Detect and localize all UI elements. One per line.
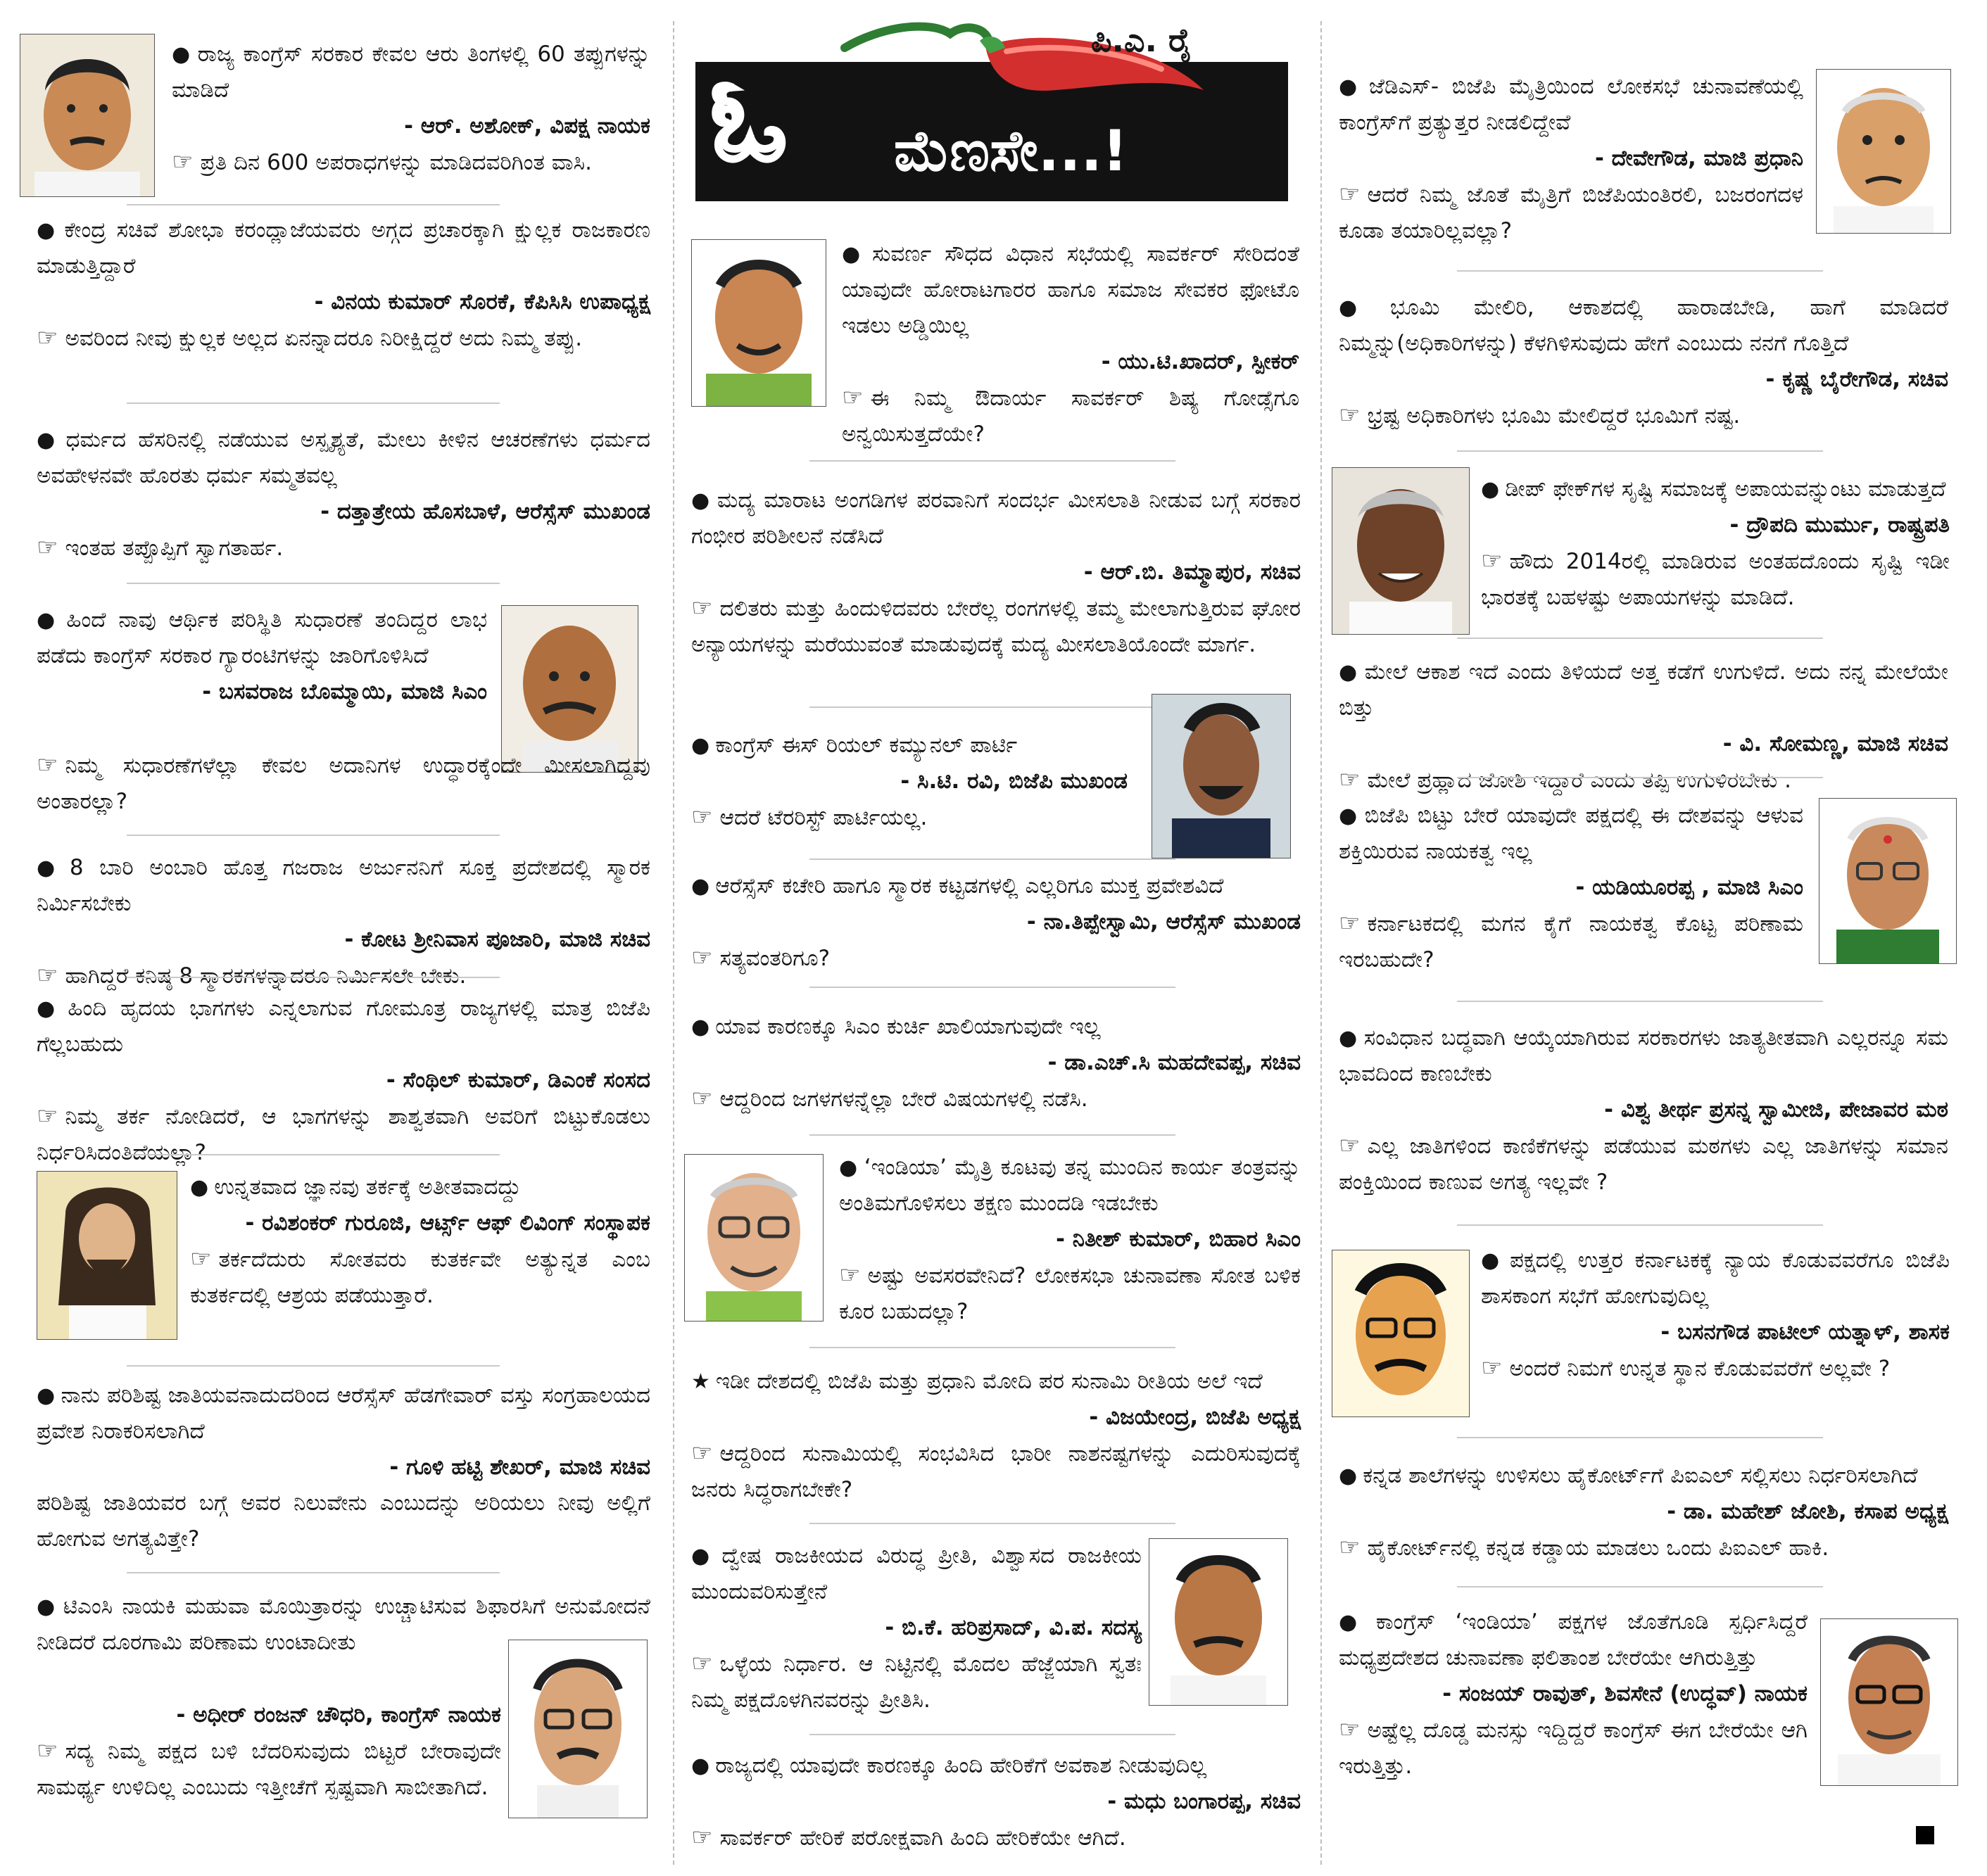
quote-text: ಜೆಡಿಎಸ್- ಬಿಜೆಪಿ ಮೈತ್ರಿಯಿಂದ ಲೋಕಸಭೆ ಚುನಾವಣೆಯಲ್ಲಿ ಕಾಂಗ್ರೆಸ್‌ಗೆ ಪ್ರತ್ಯುತ್ತರ ನೀಡಲಿದ್ದೇವೆ: [1339, 74, 1803, 135]
quote-attribution: - ಬಸನಗೌಡ ಪಾಟೀಲ್ ಯತ್ನಾಳ್, ಶಾಸಕ: [1660, 1319, 1950, 1345]
quote-block: ● ಡೀಪ್ ಫೇಕ್‌ಗಳ ಸೃಷ್ಟಿ ಸಮಾಜಕ್ಕೆ ಅಪಾಯವನ್ನುಂಟು ಮಾಡುತ್ತದೆ - ದ್ರೌಪದಿ ಮುರ್ಮು, ರಾಷ್ಟ್ರಪತಿ ☞ ಹೌದು 2014ರಲ್ಲಿ ಮಾಡಿರುವ ಅಂತಹದೊಂದು ಸೃಷ್ಟಿ ಇಡೀ ಭಾರತಕ್ಕೆ ಬಹಳಷ್ಟು ಅಪಾಯಗಳನ್ನು ಮಾಡಿದೆ.: [1481, 476, 1950, 610]
divider: [127, 835, 500, 836]
quote-block: [37, 747, 650, 820]
quote-text: ರಾಜ್ಯ ಕಾಂಗ್ರೆಸ್ ಸರಕಾರ ಕೇವಲ ಆರು ತಿಂಗಳಲ್ಲಿ 60 ತಪ್ಪುಗಳನ್ನು ಮಾಡಿದೆ: [172, 42, 650, 103]
divider: [809, 858, 1175, 860]
quote-text: ‘ಇಂಡಿಯಾ’ ಮೈತ್ರಿ ಕೂಟವು ತನ್ನ ಮುಂದಿನ ಕಾರ್ಯ ತಂತ್ರವನ್ನು ಅಂತಿಮಗೊಳಿಸಲು ತಕ್ಷಣ ಮುಂದಡಿ ಇಡಬೇಕು: [839, 1155, 1301, 1216]
quote-text: ರಾಜ್ಯದಲ್ಲಿ ಯಾವುದೇ ಕಾರಣಕ್ಕೂ ಹಿಂದಿ ಹೇರಿಕೆಗೆ ಅವಕಾಶ ನೀಡುವುದಿಲ್ಲ: [715, 1753, 1207, 1778]
quote-response: ಸತ್ಯವಂತರಿಗೂ?: [719, 946, 831, 971]
quote-response: ಕರ್ನಾಟಕದಲ್ಲಿ ಮಗನ ಕೈಗೆ ನಾಯಕತ್ವ ಕೊಟ್ಟ ಪರಿಣಾಮ ಇರಬಹುದೇ?: [1339, 911, 1803, 972]
quote-block: ● ಹಿಂದೆ ನಾವು ಆರ್ಥಿಕ ಪರಿಸ್ಥಿತಿ ಸುಧಾರಣೆ ತಂದಿದ್ದರ ಲಾಭ ಪಡೆದು ಕಾಂಗ್ರೆಸ್ ಸರಕಾರ ಗ್ಯಾರಂಟಿಗಳನ್ನು ಜಾರಿಗೊಳಿಸಿದೆ - ಬಸವರಾಜ ಬೊಮ್ಮಾಯಿ, ಮಾಜಿ ಸಿಎಂ: [37, 602, 487, 710]
pointing-hand-icon: ☞: [1339, 766, 1361, 794]
pointing-hand-icon: ☞: [839, 1261, 861, 1289]
pointing-hand-icon: ☞: [37, 751, 58, 779]
divider: [127, 1572, 500, 1573]
quote-text: ಆರೆಸ್ಸೆಸ್ ಕಚೇರಿ ಹಾಗೂ ಸ್ಮಾರಕ ಕಟ್ಟಡಗಳಲ್ಲಿ ಎಲ್ಲರಿಗೂ ಮುಕ್ತ ಪ್ರವೇಶವಿದೆ: [715, 873, 1224, 899]
divider: [809, 1134, 1175, 1136]
quote-block: ● ಕಾಂಗ್ರೆಸ್ ‘ಇಂಡಿಯಾ’ ಪಕ್ಷಗಳ ಜೊತೆಗೂಡಿ ಸ್ಪರ್ಧಿಸಿದ್ದರೆ ಮಧ್ಯಪ್ರದೇಶದ ಚುನಾವಣಾ ಫಲಿತಾಂಶ ಬೇರೆಯೇ ಆಗಿರುತ್ತಿತ್ತು - ಸಂಜಯ್ ರಾವುತ್, ಶಿವಸೇನೆ (ಉದ್ಧವ್) ನಾಯಕ ☞ ಅಷ್ಟೆಲ್ಲ ದೊಡ್ಡ ಮನಸ್ಸು ಇದ್ದಿದ್ದರೆ ಕಾಂಗ್ರೆಸ್ ಈಗ ಬೇರೆಯೇ ಆಗಿ ಇರುತ್ತಿತ್ತು.: [1339, 1609, 1808, 1779]
pointing-hand-icon: ☞: [691, 1439, 713, 1467]
quote-text: ಕಾಂಗ್ರೆಸ್ ಈಸ್ ರಿಯಲ್ ಕಮ್ಯುನಲ್ ಪಾರ್ಟಿ: [715, 733, 1018, 758]
quote-attribution: - ವಿಜಯೇಂದ್ರ, ಬಿಜೆಪಿ ಅಧ್ಯಕ್ಷ: [1089, 1405, 1301, 1430]
columnist-byline: ಪಿ.ಎ. ರೈ: [1091, 21, 1192, 59]
quote-attribution: - ಯಡಿಯೂರಪ್ಪ , ಮಾಜಿ ಸಿಎಂ: [1575, 875, 1803, 900]
masthead-title: ಮೆಣಸೇ...!: [894, 118, 1128, 184]
quote-block: ● ಕಾಂಗ್ರೆಸ್ ಈಸ್ ರಿಯಲ್ ಕಮ್ಯುನಲ್ ಪಾರ್ಟಿ - ಸಿ.ಟಿ. ರವಿ, ಬಿಜೆಪಿ ಮುಖಂಡ ☞ ಆದರೆ ಟೆರರಿಸ್ಟ್ ಪಾರ್ಟಿಯಲ್ಲ.: [691, 733, 1128, 831]
divider: [1457, 1001, 1823, 1002]
pointing-hand-icon: ☞: [190, 1245, 212, 1273]
quote-block: ● ಆರೆಸ್ಸೆಸ್ ಕಚೇರಿ ಹಾಗೂ ಸ್ಮಾರಕ ಕಟ್ಟಡಗಳಲ್ಲಿ ಎಲ್ಲರಿಗೂ ಮುಕ್ತ ಪ್ರವೇಶವಿದೆ - ನಾ.ತಿಪ್ಪೇಸ್ವಾಮಿ, ಆರೆಸ್ಸೆಸ್ ಮುಖಂಡ ☞ ಸತ್ಯವಂತರಿಗೂ?: [691, 873, 1301, 972]
quote-block: [37, 1697, 501, 1806]
quote-attribution: - ನಿತೀಶ್ ಕುಮಾರ್, ಬಿಹಾರ ಸಿಎಂ: [1056, 1227, 1301, 1252]
quote-attribution: - ಬಿ.ಕೆ. ಹರಿಪ್ರಸಾದ್, ವಿ.ಪ. ಸದಸ್ಯ: [885, 1615, 1142, 1640]
quote-block: ● ಹಿಂದಿ ಹೃದಯ ಭಾಗಗಳು ಎನ್ನಲಾಗುವ ಗೋಮೂತ್ರ ರಾಜ್ಯಗಳಲ್ಲಿ ಮಾತ್ರ ಬಿಜೆಪಿ ಗೆಲ್ಲಬಹುದು - ಸೆಂಥಿಲ್ ಕುಮಾರ್, ಡಿಎಂಕೆ ಸಂಸದ ☞ ನಿಮ್ಮ ತರ್ಕ ನೋಡಿದರೆ, ಆ ಭಾಗಗಳನ್ನು ಶಾಶ್ವತವಾಗಿ ಅವರಿಗೆ ಬಿಟ್ಟುಕೊಡಲು ನಿರ್ಧರಿಸಿದಂತಿದೆಯಲ್ಲಾ?: [37, 996, 650, 1165]
pointing-hand-icon: ☞: [691, 1823, 713, 1851]
divider: [127, 403, 500, 404]
quote-text: ಭೂಮಿ ಮೇಲಿರಿ, ಆಕಾಶದಲ್ಲಿ ಹಾರಾಡಬೇಡಿ, ಹಾಗೆ ಮಾಡಿದರೆ ನಿಮ್ಮನ್ನು(ಅಧಿಕಾರಿಗಳನ್ನು) ಕೆಳಗಿಳಿಸುವುದು ಹೇಗೆ ಎಂಬುದು ನನಗೆ ಗೊತ್ತಿದೆ: [1339, 295, 1948, 356]
quote-response: ಹಾಗಿದ್ದರೆ ಕನಿಷ್ಠ 8 ಸ್ಮಾರಕಗಳನ್ನಾದರೂ ನಿರ್ಮಿಸಲೇ ಬೇಕು.: [65, 963, 467, 989]
pointing-hand-icon: ☞: [37, 1102, 58, 1130]
divider: [1457, 270, 1823, 272]
quote-response: ಒಳ್ಳೆಯ ನಿರ್ಧಾರ. ಆ ನಿಟ್ಟಿನಲ್ಲಿ ಮೊದಲ ಹೆಜ್ಜೆಯಾಗಿ ಸ್ವತಃ ನಿಮ್ಮ ಪಕ್ಷದೊಳಗಿನವರನ್ನು ಪ್ರೀತಿಸಿ.: [691, 1652, 1142, 1713]
divider: [1457, 638, 1823, 639]
quote-attribution: - ವಿಶ್ವ ತೀರ್ಥ ಪ್ರಸನ್ನ ಸ್ವಾಮೀಜಿ, ಪೇಜಾವರ ಮಠ: [1604, 1097, 1948, 1122]
quote-block: ● ಬಿಜೆಪಿ ಬಿಟ್ಟು ಬೇರೆ ಯಾವುದೇ ಪಕ್ಷದಲ್ಲಿ ಈ ದೇಶವನ್ನು ಆಳುವ ಶಕ್ತಿಯಿರುವ ನಾಯಕತ್ವ ಇಲ್ಲ - ಯಡಿಯೂರಪ್ಪ , ಮಾಜಿ ಸಿಎಂ ☞ ಕರ್ನಾಟಕದಲ್ಲಿ ಮಗನ ಕೈಗೆ ನಾಯಕತ್ವ ಕೊಟ್ಟ ಪರಿಣಾಮ ಇರಬಹುದೇ?: [1339, 803, 1803, 972]
quote-response: ದಲಿತರು ಮತ್ತು ಹಿಂದುಳಿದವರು ಬೇರೆಲ್ಲ ರಂಗಗಳಲ್ಲಿ ತಮ್ಮ ಮೇಲಾಗುತ್ತಿರುವ ಘೋರ ಅನ್ಯಾಯಗಳನ್ನು ಮರೆಯುವಂತೆ ಮಾಡುವುದಕ್ಕೆ ಮದ್ಯ ಮೀಸಲಾತಿಯೊಂದೇ ಮಾರ್ಗ.: [691, 596, 1301, 657]
pointing-hand-icon: ☞: [37, 324, 58, 352]
quote-response: ಆದರೆ ನಿಮ್ಮ ಜೊತೆ ಮೈತ್ರಿಗೆ ಬಿಜೆಪಿಯಂತಿರಲಿ, ಬಜರಂಗದಳ ಕೂಡಾ ತಯಾರಿಲ್ಲವಲ್ಲಾ?: [1339, 182, 1803, 243]
pointing-hand-icon: ☞: [691, 803, 713, 831]
quote-attribution: - ಆರ್.ಬಿ. ತಿಮ್ಮಾಪುರ, ಸಚಿವ: [1083, 559, 1301, 585]
quote-text: ಕಾಂಗ್ರೆಸ್ ‘ಇಂಡಿಯಾ’ ಪಕ್ಷಗಳ ಜೊತೆಗೂಡಿ ಸ್ಪರ್ಧಿಸಿದ್ದರೆ ಮಧ್ಯಪ್ರದೇಶದ ಚುನಾವಣಾ ಫಲಿತಾಂಶ ಬೇರೆಯೇ ಆಗಿರುತ್ತಿತ್ತು: [1339, 1609, 1808, 1671]
portrait-photo: [1152, 694, 1291, 858]
quote-block: ● ಕನ್ನಡ ಶಾಲೆಗಳನ್ನು ಉಳಿಸಲು ಹೈಕೋರ್ಟ್‌ಗೆ ಪಿಐಎಲ್ ಸಲ್ಲಿಸಲು ನಿರ್ಧರಿಸಲಾಗಿದೆ - ಡಾ. ಮಹೇಶ್ ಜೋಶಿ, ಕಸಾಪ ಅಧ್ಯಕ್ಷ ☞ ಹೈಕೋರ್ಟ್‌ನಲ್ಲಿ ಕನ್ನಡ ಕಡ್ಡಾಯ ಮಾಡಲು ಒಂದು ಪಿಐಎಲ್ ಹಾಕಿ.: [1339, 1463, 1948, 1561]
quote-attribution: - ಕೋಟ ಶ್ರೀನಿವಾಸ ಪೂಜಾರಿ, ಮಾಜಿ ಸಚಿವ: [344, 927, 650, 952]
pointing-hand-icon: ☞: [1339, 401, 1361, 429]
quote-block: ● ಭೂಮಿ ಮೇಲಿರಿ, ಆಕಾಶದಲ್ಲಿ ಹಾರಾಡಬೇಡಿ, ಹಾಗೆ ಮಾಡಿದರೆ ನಿಮ್ಮನ್ನು(ಅಧಿಕಾರಿಗಳನ್ನು) ಕೆಳಗಿಳಿಸುವುದು ಹೇಗೆ ಎಂಬುದು ನನಗೆ ಗೊತ್ತಿದೆ - ಕೃಷ್ಣ ಬೈರೇಗೌಡ, ಸಚಿವ ☞ ಭ್ರಷ್ಟ ಅಧಿಕಾರಿಗಳು ಭೂಮಿ ಮೇಲಿದ್ದರೆ ಭೂಮಿಗೆ ನಷ್ಟ.: [1339, 295, 1948, 429]
quote-text: ಸುವರ್ಣ ಸೌಧದ ವಿಧಾನ ಸಭೆಯಲ್ಲಿ ಸಾವರ್ಕರ್ ಸೇರಿದಂತೆ ಯಾವುದೇ ಹೋರಾಟಗಾರರ ಹಾಗೂ ಸಮಾಜ ಸೇವಕರ ಫೋಟೊ ಇಡಲು ಅಡ್ಡಿಯಿಲ್ಲ: [842, 241, 1299, 338]
quote-text: ಉನ್ನತವಾದ ಜ್ಞಾನವು ತರ್ಕಕ್ಕೆ ಅತೀತವಾದದ್ದು: [214, 1174, 522, 1200]
quote-response: ಹೈಕೋರ್ಟ್‌ನಲ್ಲಿ ಕನ್ನಡ ಕಡ್ಡಾಯ ಮಾಡಲು ಒಂದು ಪಿಐಎಲ್ ಹಾಕಿ.: [1367, 1535, 1829, 1561]
divider: [1457, 777, 1823, 778]
divider: [809, 1734, 1175, 1735]
quote-text: ಬಿಜೆಪಿ ಬಿಟ್ಟು ಬೇರೆ ಯಾವುದೇ ಪಕ್ಷದಲ್ಲಿ ಈ ದೇಶವನ್ನು ಆಳುವ ಶಕ್ತಿಯಿರುವ ನಾಯಕತ್ವ ಇಲ್ಲ: [1339, 803, 1803, 864]
quote-attribution: - ಸೆಂಥಿಲ್ ಕುಮಾರ್, ಡಿಎಂಕೆ ಸಂಸದ: [386, 1067, 650, 1093]
pointing-hand-icon: ☞: [691, 1649, 713, 1678]
pointing-hand-icon: ☞: [1481, 547, 1503, 575]
star-icon: ★: [691, 1369, 710, 1394]
quote-response: ಅಷ್ಟೆಲ್ಲ ದೊಡ್ಡ ಮನಸ್ಸು ಇದ್ದಿದ್ದರೆ ಕಾಂಗ್ರೆಸ್ ಈಗ ಬೇರೆಯೇ ಆಗಿ ಇರುತ್ತಿತ್ತು.: [1339, 1718, 1808, 1779]
quote-attribution: - ಸಂಜಯ್ ರಾವುತ್, ಶಿವಸೇನೆ (ಉದ್ಧವ್) ನಾಯಕ: [1442, 1681, 1808, 1706]
quote-response: ಇಂತಹ ತಪ್ಪೊಪ್ಪಿಗೆ ಸ್ವಾಗತಾರ್ಹ.: [65, 535, 284, 561]
portrait-cartoon: [1820, 1618, 1958, 1786]
quote-block: ● ರಾಜ್ಯದಲ್ಲಿ ಯಾವುದೇ ಕಾರಣಕ್ಕೂ ಹಿಂದಿ ಹೇರಿಕೆಗೆ ಅವಕಾಶ ನೀಡುವುದಿಲ್ಲ - ಮಧು ಬಂಗಾರಪ್ಪ, ಸಚಿವ ☞ ಸಾವರ್ಕರ್ ಹೇರಿಕೆ ಪರೋಕ್ಷವಾಗಿ ಹಿಂದಿ ಹೇರಿಕೆಯೇ ಆಗಿದೆ.: [691, 1753, 1301, 1851]
quote-text: ಇಡೀ ದೇಶದಲ್ಲಿ ಬಿಜೆಪಿ ಮತ್ತು ಪ್ರಧಾನಿ ಮೋದಿ ಪರ ಸುನಾಮಿ ರೀತಿಯ ಅಲೆ ಇದೆ: [715, 1369, 1263, 1394]
quote-block: [691, 1364, 1301, 1508]
quote-attribution: - ವಿನಯ ಕುಮಾರ್ ಸೊರಕೆ, ಕೆಪಿಸಿಸಿ ಉಪಾಧ್ಯಕ್ಷ: [314, 289, 650, 315]
quote-attribution: - ಗೂಳಿ ಹಟ್ಟಿ ಶೇಖರ್, ಮಾಜಿ ಸಚಿವ: [389, 1454, 650, 1480]
end-of-article-mark: [1916, 1826, 1934, 1844]
pointing-hand-icon: ☞: [37, 961, 58, 989]
pointing-hand-icon: ☞: [691, 594, 713, 622]
quote-text: ಹಿಂದಿ ಹೃದಯ ಭಾಗಗಳು ಎನ್ನಲಾಗುವ ಗೋಮೂತ್ರ ರಾಜ್ಯಗಳಲ್ಲಿ ಮಾತ್ರ ಬಿಜೆಪಿ ಗೆಲ್ಲಬಹುದು: [37, 996, 650, 1057]
quote-text: ನಾನು ಪರಿಶಿಷ್ಟ ಜಾತಿಯವನಾದುದರಿಂದ ಆರೆಸ್ಸೆಸ್ ಹೆಡಗೇವಾರ್ ವಸ್ತು ಸಂಗ್ರಹಾಲಯದ ಪ್ರವೇಶ ನಿರಾಕರಿಸಲಾಗಿದೆ: [37, 1383, 650, 1444]
portrait-photo: [1332, 467, 1470, 635]
quote-attribution: - ಅಧೀರ್ ರಂಜನ್ ಚೌಧರಿ, ಕಾಂಗ್ರೆಸ್ ನಾಯಕ: [176, 1702, 501, 1728]
quote-attribution: - ಬಸವರಾಜ ಬೊಮ್ಮಾಯಿ, ಮಾಜಿ ಸಿಎಂ: [202, 679, 487, 704]
quote-attribution: - ಮಧು ಬಂಗಾರಪ್ಪ, ಸಚಿವ: [1107, 1789, 1301, 1814]
pointing-hand-icon: ☞: [172, 148, 194, 176]
divider: [809, 460, 1175, 462]
quote-response: ಆದ್ದರಿಂದ ಜಗಳಗಳನ್ನೆಲ್ಲಾ ಬೇರೆ ವಿಷಯಗಳಲ್ಲಿ ನಡೆಸಿ.: [719, 1086, 1088, 1112]
divider: [127, 1154, 500, 1155]
divider: [809, 706, 1175, 708]
pointing-hand-icon: ☞: [1339, 1533, 1361, 1561]
quote-block: ● ‘ಇಂಡಿಯಾ’ ಮೈತ್ರಿ ಕೂಟವು ತನ್ನ ಮುಂದಿನ ಕಾರ್ಯ ತಂತ್ರವನ್ನು ಅಂತಿಮಗೊಳಿಸಲು ತಕ್ಷಣ ಮುಂದಡಿ ಇಡಬೇಕು - ನಿತೀಶ್ ಕುಮಾರ್, ಬಿಹಾರ ಸಿಎಂ ☞ ಅಷ್ಟು ಅವಸರವೇನಿದೆ? ಲೋಕಸಭಾ ಚುನಾವಣಾ ಸೋತ ಬಳಿಕ ಕೂರ ಬಹುದಲ್ಲಾ?: [839, 1155, 1301, 1324]
divider: [809, 1347, 1175, 1348]
portrait-photo: [20, 34, 155, 197]
quote-response: ಸದ್ಯ ನಿಮ್ಮ ಪಕ್ಷದ ಬಳಿ ಬೆದರಿಸುವುದು ಬಿಟ್ಟರೆ ಬೇರಾವುದೇ ಸಾಮರ್ಥ್ಯ ಉಳಿದಿಲ್ಲ ಎಂಬುದು ಇತ್ತೀಚೆಗೆ ಸ್ಪಷ್ಟವಾಗಿ ಸಾಬೀತಾಗಿದೆ.: [37, 1739, 501, 1800]
pointing-hand-icon: ☞: [37, 1737, 58, 1765]
quote-attribution: - ದೇವೇಗೌಡ, ಮಾಜಿ ಪ್ರಧಾನಿ: [1594, 146, 1803, 171]
portrait-cartoon: [1332, 1250, 1470, 1417]
quote-response: ಮೇಲೆ ಪ್ರಹ್ಲಾದ ಜೋಶಿ ಇದ್ದಾರೆ ಎಂದು ತಪ್ಪಿ ಉಗುಳಿರಬೇಕು .: [1367, 768, 1791, 793]
quote-text: ಕೇಂದ್ರ ಸಚಿವೆ ಶೋಭಾ ಕರಂದ್ಲಾಜೆಯವರು ಅಗ್ಗದ ಪ್ರಚಾರಕ್ಕಾಗಿ ಕ್ಷುಲ್ಲಕ ರಾಜಕಾರಣ ಮಾಡುತ್ತಿದ್ದಾರೆ: [37, 217, 650, 279]
quote-text: 8 ಬಾರಿ ಅಂಬಾರಿ ಹೊತ್ತ ಗಜರಾಜ ಅರ್ಜುನನಿಗೆ ಸೂಕ್ತ ಪ್ರದೇಶದಲ್ಲಿ ಸ್ಮಾರಕ ನಿರ್ಮಿಸಬೇಕು: [37, 855, 651, 916]
quote-attribution: - ನಾ.ತಿಪ್ಪೇಸ್ವಾಮಿ, ಆರೆಸ್ಸೆಸ್ ಮುಖಂಡ: [1026, 909, 1301, 934]
quote-text: ಸಂವಿಧಾನ ಬದ್ಧವಾಗಿ ಆಯ್ಕೆಯಾಗಿರುವ ಸರಕಾರಗಳು ಜಾತ್ಯತೀತವಾಗಿ ಎಲ್ಲರನ್ನೂ ಸಮ ಭಾವದಿಂದ ಕಾಣಬೇಕು: [1339, 1025, 1948, 1086]
quote-text: ಹಿಂದೆ ನಾವು ಆರ್ಥಿಕ ಪರಿಸ್ಥಿತಿ ಸುಧಾರಣೆ ತಂದಿದ್ದರ ಲಾಭ ಪಡೆದು ಕಾಂಗ್ರೆಸ್ ಸರಕಾರ ಗ್ಯಾರಂಟಿಗಳನ್ನು ಜಾರಿಗೊಳಿಸಿದೆ: [37, 607, 488, 668]
quote-text: ಟಿಎಂಸಿ ನಾಯಕಿ ಮಹುವಾ ಮೊಯಿತ್ರಾರನ್ನು ಉಚ್ಚಾಟಿಸುವ ಶಿಫಾರಸಿಗೆ ಅನುಮೋದನೆ ನೀಡಿದರೆ ದೂರಗಾಮಿ ಪರಿಣಾಮ ಉಂಟಾದೀತು: [37, 1594, 650, 1655]
quote-response: ಆದ್ದರಿಂದ ಸುನಾಮಿಯಲ್ಲಿ ಸಂಭವಿಸಿದ ಭಾರೀ ನಾಶನಷ್ಟಗಳನ್ನು ಎದುರಿಸುವುದಕ್ಕೆ ಜನರು ಸಿದ್ಧರಾಗಬೇಕೇ?: [691, 1441, 1301, 1502]
pointing-hand-icon: ☞: [1339, 1132, 1361, 1160]
pointing-hand-icon: ☞: [691, 1084, 713, 1113]
pointing-hand-icon: ☞: [1481, 1354, 1503, 1382]
quote-attribution: - ಯು.ಟಿ.ಖಾದರ್, ಸ್ಪೀಕರ್: [1101, 349, 1299, 374]
quote-block: ● ರಾಜ್ಯ ಕಾಂಗ್ರೆಸ್ ಸರಕಾರ ಕೇವಲ ಆರು ತಿಂಗಳಲ್ಲಿ 60 ತಪ್ಪುಗಳನ್ನು ಮಾಡಿದೆ - ಆರ್. ಅಶೋಕ್, ವಿಪಕ್ಷ ನಾಯಕ ☞ ಪ್ರತಿ ದಿನ 600 ಅಪರಾಧಗಳನ್ನು ಮಾಡಿದವರಿಗಿಂತ ವಾಸಿ.: [172, 42, 650, 176]
quote-block: ● 8 ಬಾರಿ ಅಂಬಾರಿ ಹೊತ್ತ ಗಜರಾಜ ಅರ್ಜುನನಿಗೆ ಸೂಕ್ತ ಪ್ರದೇಶದಲ್ಲಿ ಸ್ಮಾರಕ ನಿರ್ಮಿಸಬೇಕು - ಕೋಟ ಶ್ರೀನಿವಾಸ ಪೂಜಾರಿ, ಮಾಜಿ ಸಚಿವ ☞ ಹಾಗಿದ್ದರೆ ಕನಿಷ್ಠ 8 ಸ್ಮಾರಕಗಳನ್ನಾದರೂ ನಿರ್ಮಿಸಲೇ ಬೇಕು.: [37, 855, 651, 989]
divider: [127, 583, 500, 584]
masthead-logo-glyph: ಓ: [711, 53, 787, 185]
quote-block: ● ಸುವರ್ಣ ಸೌಧದ ವಿಧಾನ ಸಭೆಯಲ್ಲಿ ಸಾವರ್ಕರ್ ಸೇರಿದಂತೆ ಯಾವುದೇ ಹೋರಾಟಗಾರರ ಹಾಗೂ ಸಮಾಜ ಸೇವಕರ ಫೋಟೊ ಇಡಲು ಅಡ್ಡಿಯಿಲ್ಲ - ಯು.ಟಿ.ಖಾದರ್, ಸ್ಪೀಕರ್ ☞ ಈ ನಿಮ್ಮ ಔದಾರ್ಯ ಸಾವರ್ಕರ್ ಶಿಷ್ಯ ಗೋಡ್ಸೆಗೂ ಅನ್ವಯಿಸುತ್ತದೆಯೇ?: [842, 241, 1299, 447]
quote-text: ಮದ್ಯ ಮಾರಾಟ ಅಂಗಡಿಗಳ ಪರವಾನಿಗೆ ಸಂದರ್ಭ ಮೀಸಲಾತಿ ನೀಡುವ ಬಗ್ಗೆ ಸರಕಾರ ಗಂಭೀರ ಪರಿಶೀಲನೆ ನಡೆಸಿದೆ: [691, 488, 1301, 549]
divider: [127, 977, 500, 978]
quote-block: ● ಕೇಂದ್ರ ಸಚಿವೆ ಶೋಭಾ ಕರಂದ್ಲಾಜೆಯವರು ಅಗ್ಗದ ಪ್ರಚಾರಕ್ಕಾಗಿ ಕ್ಷುಲ್ಲಕ ರಾಜಕಾರಣ ಮಾಡುತ್ತಿದ್ದಾರೆ - ವಿನಯ ಕುಮಾರ್ ಸೊರಕೆ, ಕೆಪಿಸಿಸಿ ಉಪಾಧ್ಯಕ್ಷ ☞ ಅವರಿಂದ ನೀವು ಕ್ಷುಲ್ಲಕ ಅಲ್ಲದ ಏನನ್ನಾದರೂ ನಿರೀಕ್ಷಿದ್ದರೆ ಅದು ನಿಮ್ಮ ತಪ್ಪು.: [37, 217, 650, 352]
quote-response: ನಿಮ್ಮ ತರ್ಕ ನೋಡಿದರೆ, ಆ ಭಾಗಗಳನ್ನು ಶಾಶ್ವತವಾಗಿ ಅವರಿಗೆ ಬಿಟ್ಟುಕೊಡಲು ನಿರ್ಧರಿಸಿದಂತಿದೆಯಲ್ಲಾ?: [37, 1104, 650, 1165]
quote-text: ಧರ್ಮದ ಹೆಸರಿನಲ್ಲಿ ನಡೆಯುವ ಅಸ್ಪೃಶ್ಯತೆ, ಮೇಲು ಕೀಳಿನ ಆಚರಣೆಗಳು ಧರ್ಮದ ಅವಹೇಳನವೇ ಹೊರತು ಧರ್ಮ ಸಮ್ಮತವಲ್ಲ: [37, 427, 650, 488]
divider: [809, 1523, 1175, 1524]
portrait-cartoon: [1816, 69, 1951, 234]
quote-text: ಡೀಪ್ ಫೇಕ್‌ಗಳ ಸೃಷ್ಟಿ ಸಮಾಜಕ್ಕೆ ಅಪಾಯವನ್ನುಂಟು ಮಾಡುತ್ತದೆ: [1505, 476, 1946, 502]
divider: [127, 204, 500, 205]
quote-block: ● ದ್ವೇಷ ರಾಜಕೀಯದ ವಿರುದ್ಧ ಪ್ರೀತಿ, ವಿಶ್ವಾಸದ ರಾಜಕೀಯ ಮುಂದುವರಿಸುತ್ತೇನೆ - ಬಿ.ಕೆ. ಹರಿಪ್ರಸಾದ್, ವಿ.ಪ. ಸದಸ್ಯ ☞ ಒಳ್ಳೆಯ ನಿರ್ಧಾರ. ಆ ನಿಟ್ಟಿನಲ್ಲಿ ಮೊದಲ ಹೆಜ್ಜೆಯಾಗಿ ಸ್ವತಃ ನಿಮ್ಮ ಪಕ್ಷದೊಳಗಿನವರನ್ನು ಪ್ರೀತಿಸಿ.: [691, 1543, 1142, 1713]
quote-text: ಯಾವ ಕಾರಣಕ್ಕೂ ಸಿಎಂ ಕುರ್ಚಿ ಖಾಲಿಯಾಗುವುದೇ ಇಲ್ಲ: [715, 1014, 1101, 1039]
quote-attribution: - ಡಾ.ಎಚ್.ಸಿ ಮಹದೇವಪ್ಪ, ಸಚಿವ: [1047, 1050, 1301, 1075]
column-divider: [673, 21, 674, 1865]
quote-block: ● ಟಿಎಂಸಿ ನಾಯಕಿ ಮಹುವಾ ಮೊಯಿತ್ರಾರನ್ನು ಉಚ್ಚಾಟಿಸುವ ಶಿಫಾರಸಿಗೆ ಅನುಮೋದನೆ ನೀಡಿದರೆ ದೂರಗಾಮಿ ಪರಿಣಾಮ ಉಂಟಾದೀತು: [37, 1594, 650, 1655]
quote-attribution: - ಸಿ.ಟಿ. ರವಿ, ಬಿಜೆಪಿ ಮುಖಂಡ: [900, 768, 1128, 794]
quote-text: ಪಕ್ಷದಲ್ಲಿ ಉತ್ತರ ಕರ್ನಾಟಕಕ್ಕೆ ನ್ಯಾಯ ಕೊಡುವವರೆಗೂ ಬಿಜೆಪಿ ಶಾಸಕಾಂಗ ಸಭೆಗೆ ಹೋಗುವುದಿಲ್ಲ: [1481, 1248, 1950, 1309]
quote-block: ● ಯಾವ ಕಾರಣಕ್ಕೂ ಸಿಎಂ ಕುರ್ಚಿ ಖಾಲಿಯಾಗುವುದೇ ಇಲ್ಲ - ಡಾ.ಎಚ್.ಸಿ ಮಹದೇವಪ್ಪ, ಸಚಿವ ☞ ಆದ್ದರಿಂದ ಜಗಳಗಳನ್ನೆಲ್ಲಾ ಬೇರೆ ವಿಷಯಗಳಲ್ಲಿ ನಡೆಸಿ.: [691, 1014, 1301, 1113]
quote-attribution: - ಆರ್. ಅಶೋಕ್, ವಿಪಕ್ಷ ನಾಯಕ: [404, 113, 650, 139]
quote-block: ● ಸಂವಿಧಾನ ಬದ್ಧವಾಗಿ ಆಯ್ಕೆಯಾಗಿರುವ ಸರಕಾರಗಳು ಜಾತ್ಯತೀತವಾಗಿ ಎಲ್ಲರನ್ನೂ ಸಮ ಭಾವದಿಂದ ಕಾಣಬೇಕು - ವಿಶ್ವ ತೀರ್ಥ ಪ್ರಸನ್ನ ಸ್ವಾಮೀಜಿ, ಪೇಜಾವರ ಮಠ ☞ ಎಲ್ಲ ಜಾತಿಗಳಿಂದ ಕಾಣಿಕೆಗಳನ್ನು ಪಡೆಯುವ ಮಠಗಳು ಎಲ್ಲ ಜಾತಿಗಳನ್ನು ಸಮಾನ ಪಂಕ್ತಿಯಿಂದ ಕಾಣುವ ಅಗತ್ಯ ಇಲ್ಲವೇ ?: [1339, 1025, 1948, 1195]
divider: [1457, 450, 1823, 452]
quote-block: ● ಜೆಡಿಎಸ್- ಬಿಜೆಪಿ ಮೈತ್ರಿಯಿಂದ ಲೋಕಸಭೆ ಚುನಾವಣೆಯಲ್ಲಿ ಕಾಂಗ್ರೆಸ್‌ಗೆ ಪ್ರತ್ಯುತ್ತರ ನೀಡಲಿದ್ದೇವೆ - ದೇವೇಗೌಡ, ಮಾಜಿ ಪ್ರಧಾನಿ ☞ ಆದರೆ ನಿಮ್ಮ ಜೊತೆ ಮೈತ್ರಿಗೆ ಬಿಜೆಪಿಯಂತಿರಲಿ, ಬಜರಂಗದಳ ಕೂಡಾ ತಯಾರಿಲ್ಲವಲ್ಲಾ?: [1339, 74, 1803, 243]
quote-attribution: - ರವಿಶಂಕರ್ ಗುರೂಜಿ, ಆರ್ಟ್ಸ್ ಆಫ್ ಲಿವಿಂಗ್ ಸಂಸ್ಥಾಪಕ: [245, 1210, 650, 1236]
pointing-hand-icon: ☞: [691, 944, 713, 972]
quote-response: ತರ್ಕದೆದುರು ಸೋತವರು ಕುತರ್ಕವೇ ಅತ್ಯುನ್ನತ ಎಂಬ ಕುತರ್ಕದಲ್ಲಿ ಆಶ್ರಯ ಪಡೆಯುತ್ತಾರೆ.: [190, 1247, 650, 1308]
divider: [809, 987, 1175, 988]
quote-text: ಕನ್ನಡ ಶಾಲೆಗಳನ್ನು ಉಳಿಸಲು ಹೈಕೋರ್ಟ್‌ಗೆ ಪಿಐಎಲ್ ಸಲ್ಲಿಸಲು ನಿರ್ಧರಿಸಲಾಗಿದೆ: [1363, 1463, 1918, 1488]
quote-response: ಪ್ರತಿ ದಿನ 600 ಅಪರಾಧಗಳನ್ನು ಮಾಡಿದವರಿಗಿಂತ ವಾಸಿ.: [200, 150, 592, 175]
quote-response: ಎಲ್ಲ ಜಾತಿಗಳಿಂದ ಕಾಣಿಕೆಗಳನ್ನು ಪಡೆಯುವ ಮಠಗಳು ಎಲ್ಲ ಜಾತಿಗಳನ್ನು ಸಮಾನ ಪಂಕ್ತಿಯಿಂದ ಕಾಣುವ ಅಗತ್ಯ ಇಲ್ಲವೇ ?: [1339, 1134, 1948, 1195]
quote-block: ● ಉನ್ನತವಾದ ಜ್ಞಾನವು ತರ್ಕಕ್ಕೆ ಅತೀತವಾದದ್ದು - ರವಿಶಂಕರ್ ಗುರೂಜಿ, ಆರ್ಟ್ಸ್ ಆಫ್ ಲಿವಿಂಗ್ ಸಂಸ್ಥಾಪಕ ☞ ತರ್ಕದೆದುರು ಸೋತವರು ಕುತರ್ಕವೇ ಅತ್ಯುನ್ನತ ಎಂಬ ಕುತರ್ಕದಲ್ಲಿ ಆಶ್ರಯ ಪಡೆಯುತ್ತಾರೆ.: [190, 1174, 650, 1308]
portrait-cartoon: [1819, 798, 1957, 964]
quote-response: ಭ್ರಷ್ಟ ಅಧಿಕಾರಿಗಳು ಭೂಮಿ ಮೇಲಿದ್ದರೆ ಭೂಮಿಗೆ ನಷ್ಟ.: [1367, 403, 1741, 429]
quote-response: ಹೌದು 2014ರಲ್ಲಿ ಮಾಡಿರುವ ಅಂತಹದೊಂದು ಸೃಷ್ಟಿ ಇಡೀ ಭಾರತಕ್ಕೆ ಬಹಳಷ್ಟು ಅಪಾಯಗಳನ್ನು ಮಾಡಿದೆ.: [1481, 549, 1950, 610]
quote-attribution: - ವಿ. ಸೋಮಣ್ಣ, ಮಾಜಿ ಸಚಿವ: [1722, 731, 1948, 756]
quote-block: ● ಧರ್ಮದ ಹೆಸರಿನಲ್ಲಿ ನಡೆಯುವ ಅಸ್ಪೃಶ್ಯತೆ, ಮೇಲು ಕೀಳಿನ ಆಚರಣೆಗಳು ಧರ್ಮದ ಅವಹೇಳನವೇ ಹೊರತು ಧರ್ಮ ಸಮ್ಮತವಲ್ಲ - ದತ್ತಾತ್ರೇಯ ಹೊಸಬಾಳೆ, ಆರೆಸ್ಸೆಸ್ ಮುಖಂಡ ☞ ಇಂತಹ ತಪ್ಪೊಪ್ಪಿಗೆ ಸ್ವಾಗತಾರ್ಹ.: [37, 427, 650, 562]
quote-attribution: - ದ್ರೌಪದಿ ಮುರ್ಮು, ರಾಷ್ಟ್ರಪತಿ: [1729, 512, 1950, 538]
quote-block: ● ಮೇಲೆ ಆಕಾಶ ಇದೆ ಎಂದು ತಿಳಿಯದೆ ಅತ್ತ ಕಡೆಗೆ ಉಗುಳಿದೆ. ಅದು ನನ್ನ ಮೇಲೆಯೇ ಬಿತ್ತು - ವಿ. ಸೋಮಣ್ಣ, ಮಾಜಿ ಸಚಿವ ☞ ಮೇಲೆ ಪ್ರಹ್ಲಾದ ಜೋಶಿ ಇದ್ದಾರೆ ಎಂದು ತಪ್ಪಿ ಉಗುಳಿರಬೇಕು .: [1339, 659, 1948, 794]
quote-block: ● ನಾನು ಪರಿಶಿಷ್ಟ ಜಾತಿಯವನಾದುದರಿಂದ ಆರೆಸ್ಸೆಸ್ ಹೆಡಗೇವಾರ್ ವಸ್ತು ಸಂಗ್ರಹಾಲಯದ ಪ್ರವೇಶ ನಿರಾಕರಿಸಲಾಗಿದೆ - ಗೂಳಿ ಹಟ್ಟಿ ಶೇಖರ್, ಮಾಜಿ ಸಚಿವ ಪರಿಶಿಷ್ಟ ಜಾತಿಯವರ ಬಗ್ಗೆ ಅವರ ನಿಲುವೇನು ಎಂಬುದನ್ನು ಅರಿಯಲು ನೀವು ಅಲ್ಲಿಗೆ ಹೋಗುವ ಅಗತ್ಯವಿತ್ತೇ?: [37, 1378, 650, 1557]
portrait-cartoon: [37, 1171, 177, 1340]
pointing-hand-icon: ☞: [37, 533, 58, 562]
quote-response: ಆದರೆ ಟೆರರಿಸ್ಟ್ ಪಾರ್ಟಿಯಲ್ಲ.: [719, 805, 928, 830]
quote-response: ಪರಿಶಿಷ್ಟ ಜಾತಿಯವರ ಬಗ್ಗೆ ಅವರ ನಿಲುವೇನು ಎಂಬುದನ್ನು ಅರಿಯಲು ನೀವು ಅಲ್ಲಿಗೆ ಹೋಗುವ ಅಗತ್ಯವಿತ್ತೇ?: [37, 1490, 650, 1552]
pointing-hand-icon: ☞: [1339, 909, 1361, 937]
quote-attribution: - ಡಾ. ಮಹೇಶ್ ಜೋಶಿ, ಕಸಾಪ ಅಧ್ಯಕ್ಷ: [1667, 1499, 1948, 1524]
quote-response: ಅಷ್ಟು ಅವಸರವೇನಿದೆ? ಲೋಕಸಭಾ ಚುನಾವಣಾ ಸೋತ ಬಳಿಕ ಕೂರ ಬಹುದಲ್ಲಾ?: [839, 1263, 1301, 1324]
pointing-hand-icon: ☞: [1339, 1716, 1361, 1744]
pointing-hand-icon: ☞: [1339, 180, 1361, 208]
quote-response: ನಿಮ್ಮ ಸುಧಾರಣೆಗಳೆಲ್ಲಾ ಕೇವಲ ಅದಾನಿಗಳ ಉದ್ಧಾರಕ್ಕೆಂದೇ ಮೀಸಲಾಗಿದ್ದವು ಅಂತಾರಲ್ಲಾ?: [37, 753, 650, 814]
quote-response: ಸಾವರ್ಕರ್ ಹೇರಿಕೆ ಪರೋಕ್ಷವಾಗಿ ಹಿಂದಿ ಹೇರಿಕೆಯೇ ಆಗಿದೆ.: [719, 1825, 1126, 1851]
column-divider: [1320, 21, 1322, 1865]
divider: [1457, 1437, 1823, 1438]
divider: [1457, 1586, 1823, 1587]
quote-attribution: - ಕೃಷ್ಣ ಬೈರೇಗೌಡ, ಸಚಿವ: [1765, 367, 1948, 392]
divider: [127, 1365, 500, 1367]
quote-attribution: - ದತ್ತಾತ್ರೇಯ ಹೊಸಬಾಳೆ, ಆರೆಸ್ಸೆಸ್ ಮುಖಂಡ: [320, 499, 650, 524]
quote-block: ● ಪಕ್ಷದಲ್ಲಿ ಉತ್ತರ ಕರ್ನಾಟಕಕ್ಕೆ ನ್ಯಾಯ ಕೊಡುವವರೆಗೂ ಬಿಜೆಪಿ ಶಾಸಕಾಂಗ ಸಭೆಗೆ ಹೋಗುವುದಿಲ್ಲ - ಬಸನಗೌಡ ಪಾಟೀಲ್ ಯತ್ನಾಳ್, ಶಾಸಕ ☞ ಅಂದರೆ ನಿಮಗೆ ಉನ್ನತ ಸ್ಥಾನ ಕೊಡುವವರೆಗೆ ಅಲ್ಲವೇ ?: [1481, 1248, 1950, 1382]
quote-block: ● ಮದ್ಯ ಮಾರಾಟ ಅಂಗಡಿಗಳ ಪರವಾನಿಗೆ ಸಂದರ್ಭ ಮೀಸಲಾತಿ ನೀಡುವ ಬಗ್ಗೆ ಸರಕಾರ ಗಂಭೀರ ಪರಿಶೀಲನೆ ನಡೆಸಿದೆ - ಆರ್.ಬಿ. ತಿಮ್ಮಾಪುರ, ಸಚಿವ ☞ ದಲಿತರು ಮತ್ತು ಹಿಂದುಳಿದವರು ಬೇರೆಲ್ಲ ರಂಗಗಳಲ್ಲಿ ತಮ್ಮ ಮೇಲಾಗುತ್ತಿರುವ ಘೋರ ಅನ್ಯಾಯಗಳನ್ನು ಮರೆಯುವಂತೆ ಮಾಡುವುದಕ್ಕೆ ಮದ್ಯ ಮೀಸಲಾತಿಯೊಂದೇ ಮಾರ್ಗ.: [691, 488, 1301, 657]
quote-text: ದ್ವೇಷ ರಾಜಕೀಯದ ವಿರುದ್ಧ ಪ್ರೀತಿ, ವಿಶ್ವಾಸದ ರಾಜಕೀಯ ಮುಂದುವರಿಸುತ್ತೇನೆ: [691, 1543, 1142, 1604]
portrait-cartoon: [1149, 1538, 1288, 1706]
quote-response: ಈ ನಿಮ್ಮ ಔದಾರ್ಯ ಸಾವರ್ಕರ್ ಶಿಷ್ಯ ಗೋಡ್ಸೆಗೂ ಅನ್ವಯಿಸುತ್ತದೆಯೇ?: [842, 386, 1299, 447]
quote-response: ಅವರಿಂದ ನೀವು ಕ್ಷುಲ್ಲಕ ಅಲ್ಲದ ಏನನ್ನಾದರೂ ನಿರೀಕ್ಷಿದ್ದರೆ ಅದು ನಿಮ್ಮ ತಪ್ಪು.: [65, 326, 583, 351]
quote-text: ಮೇಲೆ ಆಕಾಶ ಇದೆ ಎಂದು ತಿಳಿಯದೆ ಅತ್ತ ಕಡೆಗೆ ಉಗುಳಿದೆ. ಅದು ನನ್ನ ಮೇಲೆಯೇ ಬಿತ್ತು: [1339, 659, 1948, 721]
portrait-cartoon: [691, 239, 826, 407]
portrait-cartoon: [508, 1640, 648, 1818]
portrait-cartoon: [684, 1154, 824, 1322]
divider: [1457, 1224, 1823, 1226]
pointing-hand-icon: ☞: [842, 384, 864, 412]
quote-response: ಅಂದರೆ ನಿಮಗೆ ಉನ್ನತ ಸ್ಥಾನ ಕೊಡುವವರೆಗೆ ಅಲ್ಲವೇ ?: [1509, 1356, 1891, 1381]
